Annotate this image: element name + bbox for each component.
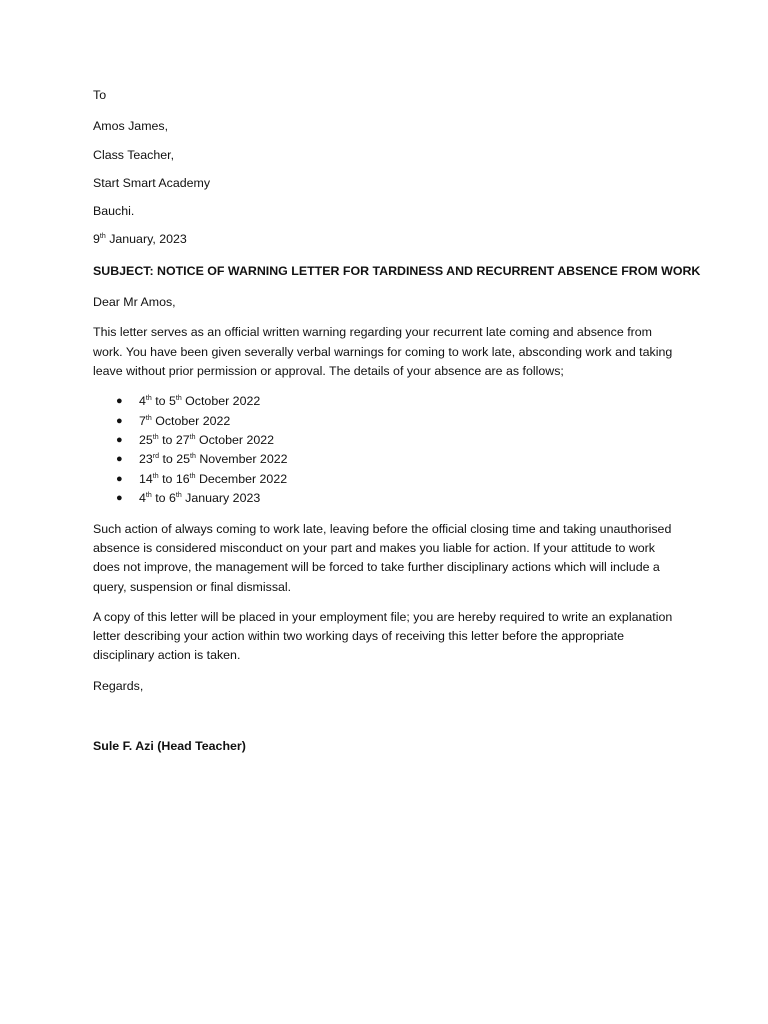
paragraph-warning-intro: This letter serves as an official written warning regarding your recurrent late coming and absence from work. You have been given severally verbal warnings for coming to work late, absconding work and taking leave without prior permission or approval. The details of your absence are as follows; [93, 325, 673, 378]
list-item: ● 4th to 6th January 2023 [93, 489, 683, 508]
recipient-institution: Start Smart Academy [93, 175, 211, 190]
paragraph-misconduct: Such action of always coming to work late, leaving before the official closing time and taking unauthorised absence is considered misconduct on your part and makes you liable for action. If your attitude to work does not improve, the management will be forced to take further disciplinary actions which will include a query, suspension or final dismissal. [93, 521, 672, 594]
list-item: ● 14th to 16th December 2022 [93, 470, 683, 489]
date-ordinal: th [99, 233, 106, 241]
bullet-icon: ● [116, 414, 123, 427]
list-item: ● 4th to 5th October 2022 [93, 392, 683, 411]
letter-body [93, 86, 701, 756]
recipient-name: Amos James, [93, 119, 169, 134]
date-day: 9 [93, 232, 100, 247]
bullet-icon: ● [116, 492, 123, 505]
letter-date [93, 230, 683, 249]
recipient-city: Bauchi. [93, 204, 135, 219]
list-item: ● 25th to 27th October 2022 [93, 431, 683, 450]
bullet-icon: ● [116, 472, 123, 485]
letter-subject: SUBJECT: NOTICE OF WARNING LETTER FOR TARDINESS AND RECURRENT ABSENCE FROM WORK [93, 263, 701, 278]
to-label: To [93, 88, 107, 102]
salutation: Dear Mr Amos, [93, 295, 176, 310]
bullet-icon: ● [116, 453, 123, 466]
recipient-title: Class Teacher, [93, 147, 175, 162]
paragraph-explanation-request: A copy of this letter will be placed in your employment file; you are hereby required to write an explanation letter describing your action within two working days of receiving this letter before the appropriate disciplinary action is taken. [93, 609, 673, 663]
absence-dates-list [93, 392, 683, 508]
bullet-icon: ● [116, 395, 123, 408]
date-rest: January, 2023 [105, 232, 187, 247]
list-item: ● 23rd to 25th November 2022 [93, 450, 683, 469]
closing: Regards, [93, 678, 144, 693]
signature: Sule F. Azi (Head Teacher) [93, 739, 246, 754]
list-item: ● 7th October 2022 [93, 412, 683, 431]
bullet-icon: ● [116, 434, 123, 447]
